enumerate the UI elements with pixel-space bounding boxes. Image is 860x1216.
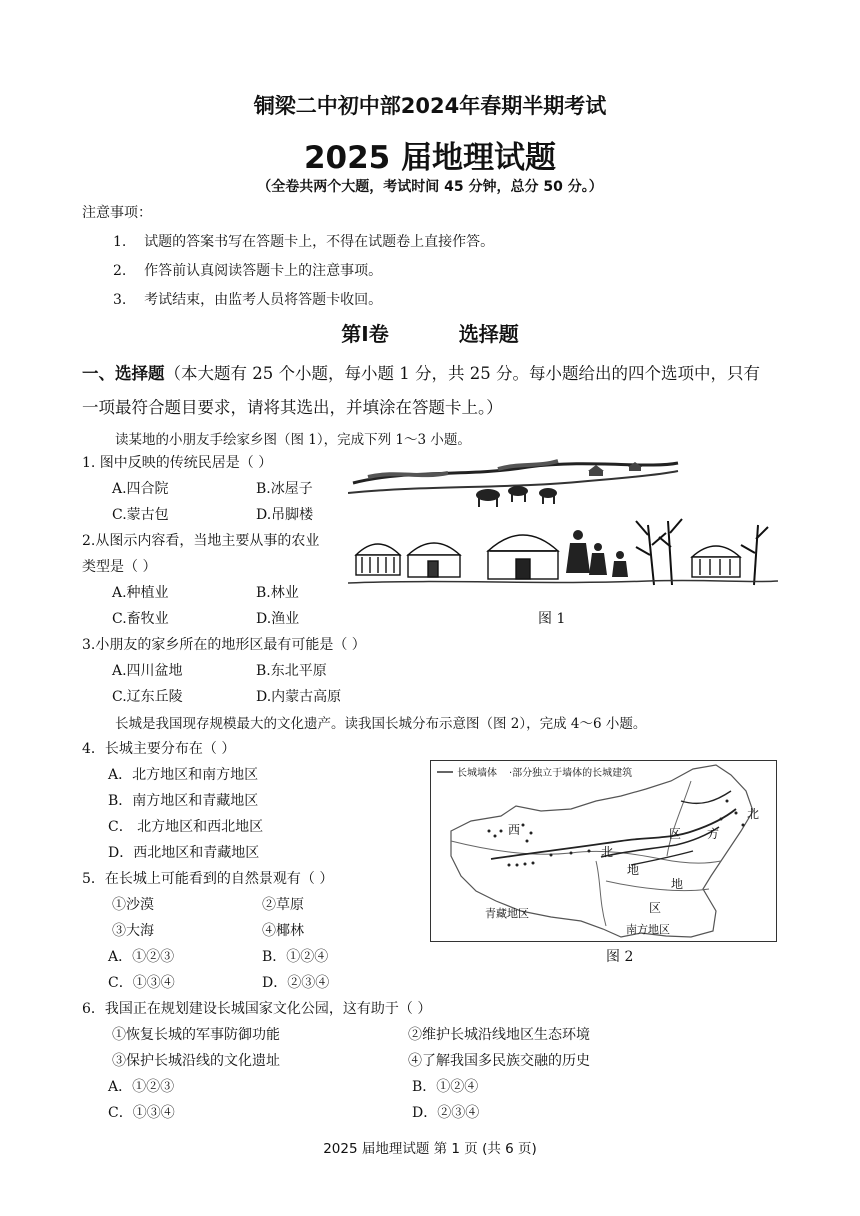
question-6-option: B．①②④: [412, 1079, 479, 1095]
part1-description: （本大题有 25 个小题，每小题 1 分，共 25 分。每小题给出的四个选项中，只有: [164, 364, 760, 383]
question-5-option: D．②③④: [262, 975, 330, 991]
question-3-stem: 3.小朋友的家乡所在的地形区最有可能是（ ）: [82, 637, 366, 653]
question-5-option: C．①③④: [108, 975, 175, 991]
map-label-qingzang: 青藏地区: [485, 907, 529, 920]
question-1-option: D.吊脚楼: [256, 507, 314, 523]
section-title-right: 选择题: [458, 322, 519, 346]
map-legend-point: ·部分独立于墙体的长城建筑: [509, 768, 633, 779]
intro-q4-6: 长城是我国现存规模最大的文化遗产。读我国长城分布示意图（图 2），完成 4～6 小题。: [115, 716, 647, 732]
section-title: [0, 318, 860, 347]
question-3-option: B.东北平原: [256, 663, 327, 679]
question-3-option: A.四川盆地: [112, 663, 183, 679]
question-1-option: A.四合院: [112, 481, 169, 497]
question-2-option: A.种植业: [112, 585, 169, 601]
question-4-option: A．北方地区和南方地区: [108, 767, 259, 783]
question-2-stem-cont: 类型是（ ）: [82, 559, 157, 575]
question-4-option: D．西北地区和青藏地区: [108, 845, 260, 861]
question-5-item: ②草原: [262, 897, 304, 913]
question-2-stem: 2.从图示内容看，当地主要从事的农业: [82, 533, 320, 549]
map-label-nanfang: 南方地区: [626, 923, 670, 936]
notice-item-number: 2.: [113, 263, 127, 279]
figure-2-caption: 图 2: [606, 949, 634, 965]
question-2-option: D.渔业: [256, 611, 300, 627]
question-1-option: B.冰屋子: [256, 481, 313, 497]
notice-item: [113, 260, 382, 280]
question-5-option: A．①②③: [108, 949, 175, 965]
question-4-option: C． 北方地区和西北地区: [108, 819, 264, 835]
map-label-di2: 地: [671, 877, 684, 891]
question-6-option: C．①③④: [108, 1105, 175, 1121]
grassland-yurt-drawing: [348, 455, 778, 605]
part1-heading: [82, 360, 760, 384]
question-1-option: C.蒙古包: [112, 507, 169, 523]
question-3-option: C.辽东丘陵: [112, 689, 183, 705]
notice-item-number: 3.: [113, 292, 127, 308]
question-5-item: ①沙漠: [112, 897, 154, 913]
question-6-option: A．①②③: [108, 1079, 175, 1095]
notice-label: 注意事项：: [82, 205, 152, 221]
map-label-qu: 区: [669, 827, 682, 841]
figure-1-illustration: [348, 455, 778, 605]
notice-item-text: 考试结束，由监考人员将答题卡收回。: [144, 292, 383, 308]
part1-description-cont: 一项最符合题目要求，请将其选出，并填涂在答题卡上。）: [82, 398, 503, 417]
figure-1-caption: 图 1: [538, 611, 566, 627]
question-5-option: B．①②④: [262, 949, 329, 965]
map-label-bei2: 北: [601, 845, 614, 859]
notice-item: [113, 231, 494, 251]
part1-heading-label: 一、选择题: [82, 364, 165, 383]
map-legend-wall: 长城墙体: [457, 768, 497, 779]
question-6-item: ①恢复长城的军事防御功能: [112, 1027, 280, 1043]
exam-main-title: 2025 届地理试题: [303, 140, 557, 176]
question-5-item: ④椰林: [262, 923, 304, 939]
question-4-stem: 4．长城主要分布在（ ）: [82, 741, 236, 757]
question-5-item: ③大海: [112, 923, 154, 939]
question-6-item: ③保护长城沿线的文化遗址: [112, 1053, 280, 1069]
map-label-qu2: 区: [649, 901, 662, 915]
question-2-option: C.畜牧业: [112, 611, 169, 627]
notice-item-text: 试题的答案书写在答题卡上，不得在试题卷上直接作答。: [144, 234, 495, 250]
notice-item-number: 1.: [113, 234, 127, 250]
question-4-option: B．南方地区和青藏地区: [108, 793, 259, 809]
question-3-option: D.内蒙古高原: [256, 689, 342, 705]
map-label-fang: 方: [707, 827, 720, 841]
notice-item-text: 作答前认真阅读答题卡上的注意事项。: [144, 263, 383, 279]
question-6-stem: 6．我国正在规划建设长城国家文化公园，这有助于（ ）: [82, 1001, 432, 1017]
question-5-stem: 5．在长城上可能看到的自然景观有（ ）: [82, 871, 334, 887]
question-2-option: B.林业: [256, 585, 299, 601]
question-6-option: D．②③④: [412, 1105, 480, 1121]
question-6-item: ④了解我国多民族交融的历史: [408, 1053, 590, 1069]
notice-item: [113, 289, 382, 309]
map-label-bei: 北: [747, 807, 760, 821]
question-6-item: ②维护长城沿线地区生态环境: [408, 1027, 590, 1043]
map-label-xi: 西: [508, 823, 521, 837]
exam-subtitle: （全卷共两个大题，考试时间 45 分钟，总分 50 分。）: [257, 179, 603, 195]
intro-q1-3: 读某地的小朋友手绘家乡图（图 1），完成下列 1～3 小题。: [115, 432, 471, 448]
exam-school-title: 铜梁二中初中部2024年春期半期考试: [253, 94, 607, 118]
section-title-left: 第Ⅰ卷: [341, 322, 389, 346]
map-label-di: 地: [627, 863, 640, 877]
figure-2-map: [430, 760, 777, 942]
question-1-stem: 1. 图中反映的传统民居是（ ）: [82, 455, 273, 471]
page-footer: 2025 届地理试题 第 1 页 (共 6 页): [323, 1141, 537, 1157]
